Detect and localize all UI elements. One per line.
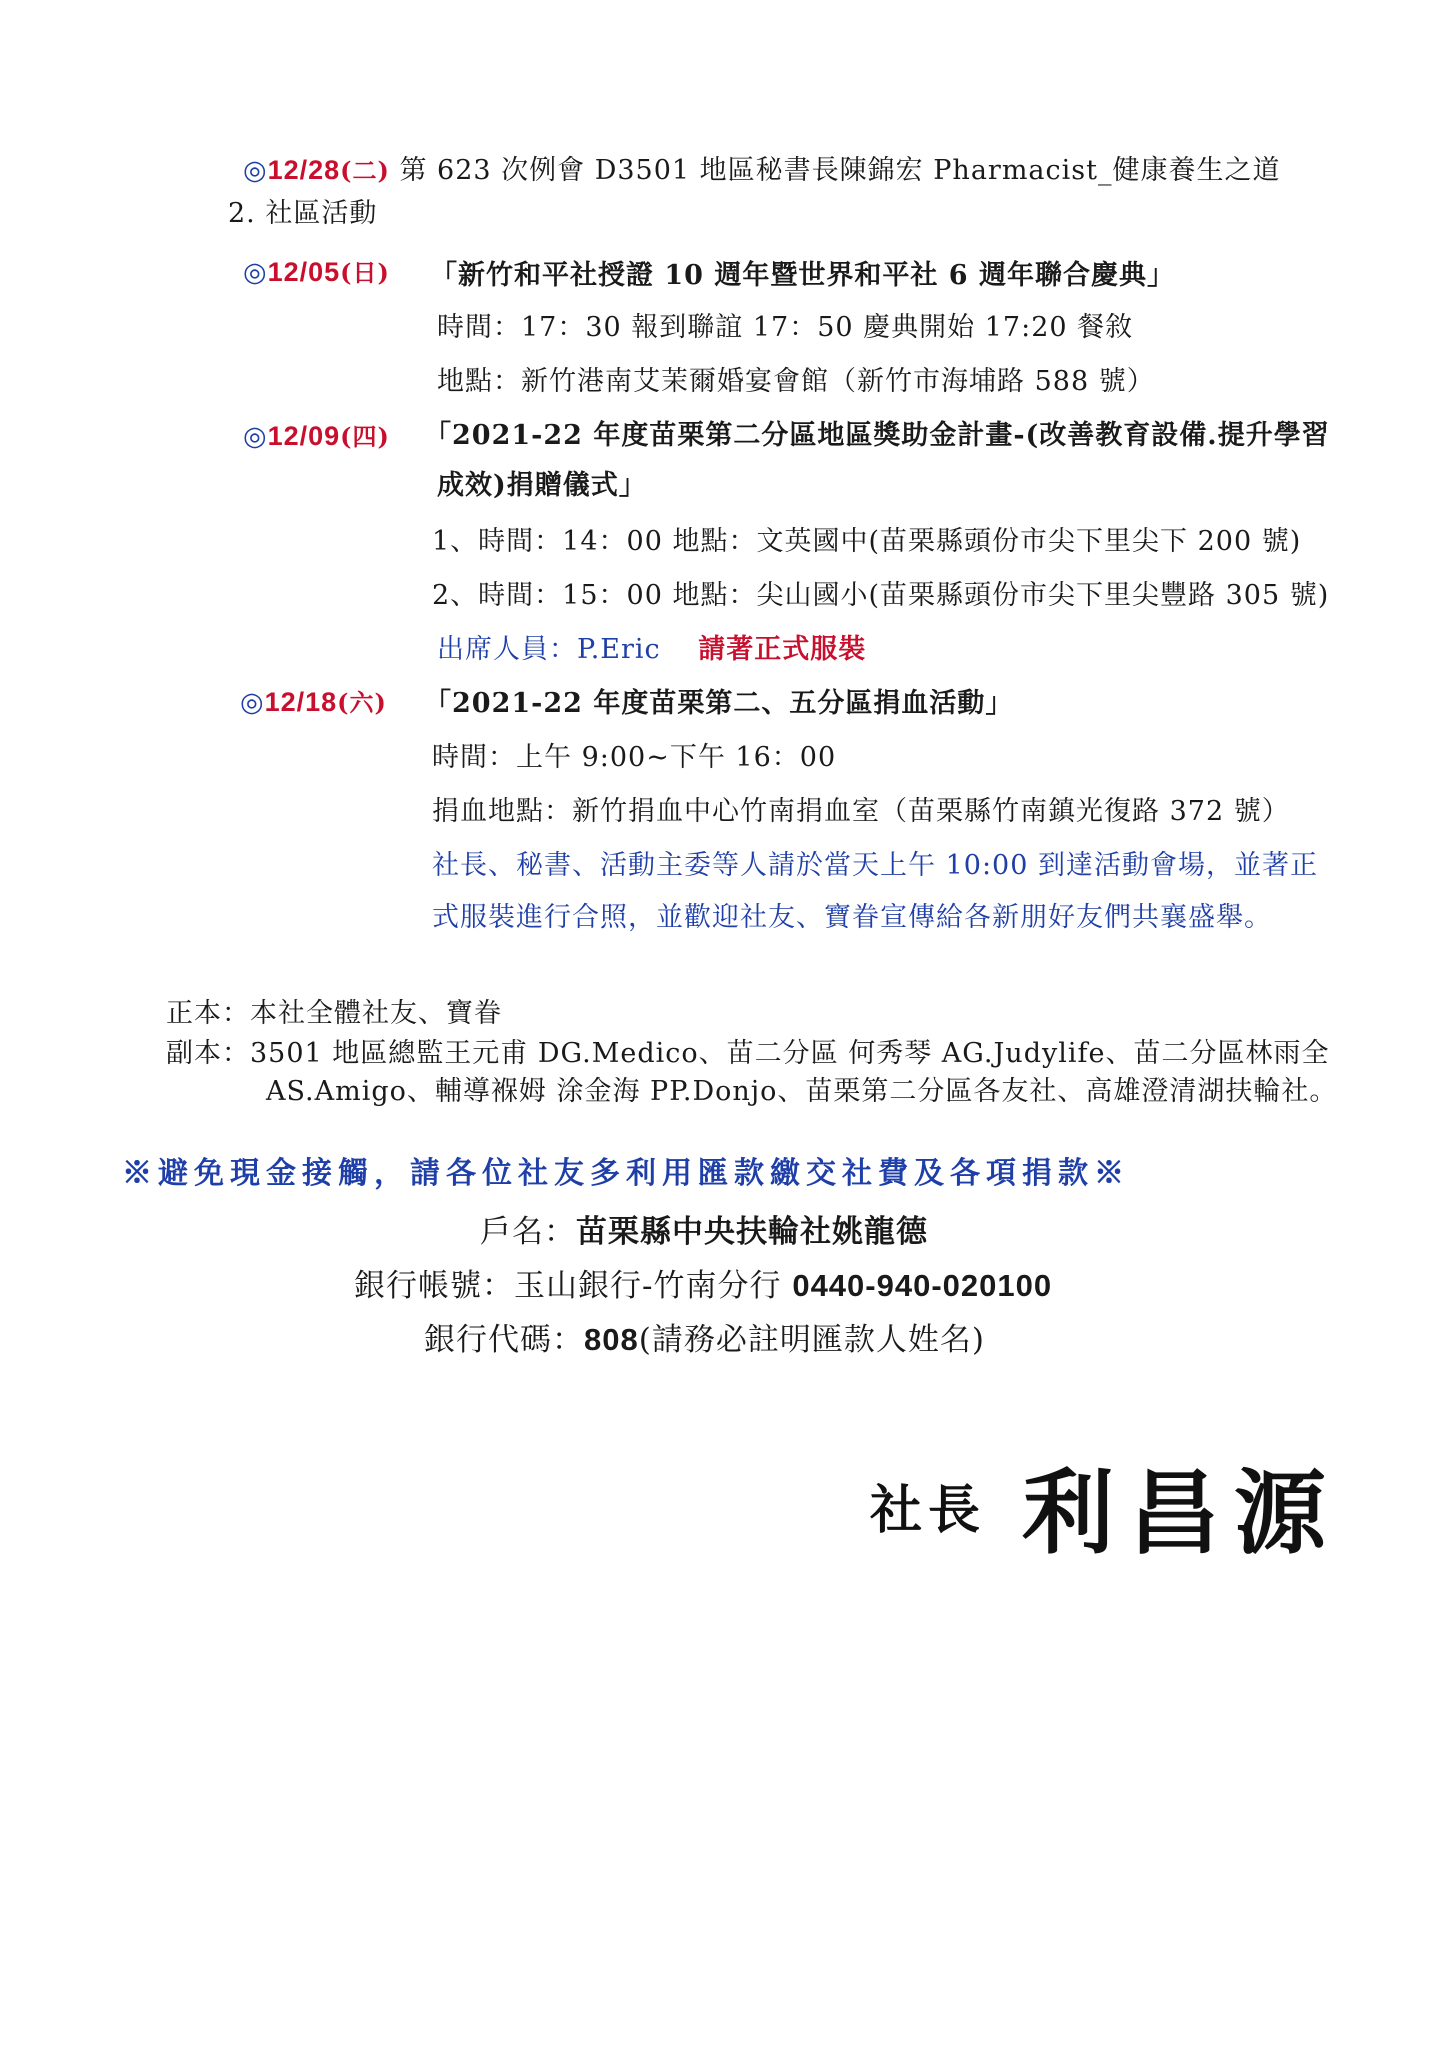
event-2-dress-code: 請著正式服裝 <box>698 634 867 665</box>
event-3-date: 12/18 <box>264 687 338 717</box>
bank-code: 808 <box>584 1322 639 1357</box>
event-1-title: 「新竹和平社授證 10 週年暨世界和平社 6 週年聯合慶典」 <box>430 260 1175 291</box>
event-3-title-row <box>240 684 387 721</box>
meeting-date: 12/28 <box>267 155 341 185</box>
event-2-title-line-2: 成效)捐贈儀式」 <box>437 470 647 501</box>
event-3-note-line-1: 社長、秘書、活動主委等人請於當天上午 10:00 到達活動會場，並著正 <box>432 850 1318 881</box>
meeting-dow: (二) <box>340 156 390 185</box>
double-circle-icon: ◎ <box>243 421 268 452</box>
event-1-date: 12/05 <box>267 257 341 287</box>
signature-title: 社長 <box>870 1480 987 1541</box>
cc-recipients-line-2: AS.Amigo、輔導褓姆 涂金海 PP.Donjo、苗栗第二分區各友社、高雄澄清湖扶輪社。 <box>266 1076 1338 1107</box>
event-3-note-line-2: 式服裝進行合照，並歡迎社友、寶眷宣傳給各新朋好友們共襄盛舉。 <box>432 902 1272 933</box>
event-2-item-2: 2、時間：15：00 地點：尖山國小(苗栗縣頭份市尖下里尖豐路 305 號) <box>432 580 1330 611</box>
account-name-row <box>480 1212 928 1252</box>
event-3-time: 時間：上午 9:00~下午 16：00 <box>432 742 837 773</box>
event-2-dow: (四) <box>340 422 390 451</box>
bank-code-row <box>424 1320 985 1360</box>
account-name-label: 戶名： <box>480 1214 576 1250</box>
meeting-line <box>243 152 1280 189</box>
event-3-dow: (六) <box>337 688 387 717</box>
bank-code-note: (請務必註明匯款人姓名) <box>638 1322 985 1358</box>
double-circle-icon: ◎ <box>243 155 268 186</box>
event-3-place: 捐血地點：新竹捐血中心竹南捐血室（苗栗縣竹南鎮光復路 372 號） <box>432 796 1290 827</box>
event-1-title-row <box>243 254 390 291</box>
event-1-dow: (日) <box>340 258 390 287</box>
event-1-time: 時間：17：30 報到聯誼 17：50 慶典開始 17:20 餐敘 <box>437 312 1134 343</box>
section-heading: 2. 社區活動 <box>228 198 378 229</box>
double-circle-icon: ◎ <box>240 687 265 718</box>
event-2-title-row <box>243 418 390 455</box>
bank-account-number: 0440-940-020100 <box>792 1268 1053 1303</box>
double-circle-icon: ◎ <box>243 257 268 288</box>
original-recipients: 正本：本社全體社友、寶眷 <box>166 998 502 1029</box>
event-2-attendee: 出席人員：P.Eric <box>437 634 661 665</box>
event-2-attendance <box>437 632 866 668</box>
event-2-title-line-1: 「2021-22 年度苗栗第二分區地區獎助金計畫-(改善教育設備.提升學習 <box>424 420 1330 451</box>
meeting-text: 第 623 次例會 D3501 地區秘書長陳錦宏 Pharmacist_健康養生之道 <box>399 155 1281 186</box>
event-3-title: 「2021-22 年度苗栗第二、五分區捐血活動」 <box>424 688 1014 719</box>
account-name: 苗栗縣中央扶輪社姚龍德 <box>576 1214 928 1250</box>
signature-name: 利昌源 <box>1022 1459 1341 1567</box>
cc-recipients-line-1: 副本：3501 地區總監王元甫 DG.Medico、苗二分區 何秀琴 AG.Judylife、苗二分區林雨全 <box>166 1038 1330 1069</box>
event-2-date: 12/09 <box>267 421 341 451</box>
bank-account-row <box>354 1266 1052 1306</box>
payment-notice: ※避免現金接觸，請各位社友多利用匯款繳交社費及各項捐款※ <box>122 1156 1130 1191</box>
bank-code-label: 銀行代碼： <box>424 1322 584 1358</box>
event-1-place: 地點：新竹港南艾茉爾婚宴會館（新竹市海埔路 588 號） <box>437 366 1155 397</box>
event-2-item-1: 1、時間：14：00 地點：文英國中(苗栗縣頭份市尖下里尖下 200 號) <box>432 526 1302 557</box>
bank-account-label: 銀行帳號：玉山銀行-竹南分行 <box>354 1268 793 1304</box>
